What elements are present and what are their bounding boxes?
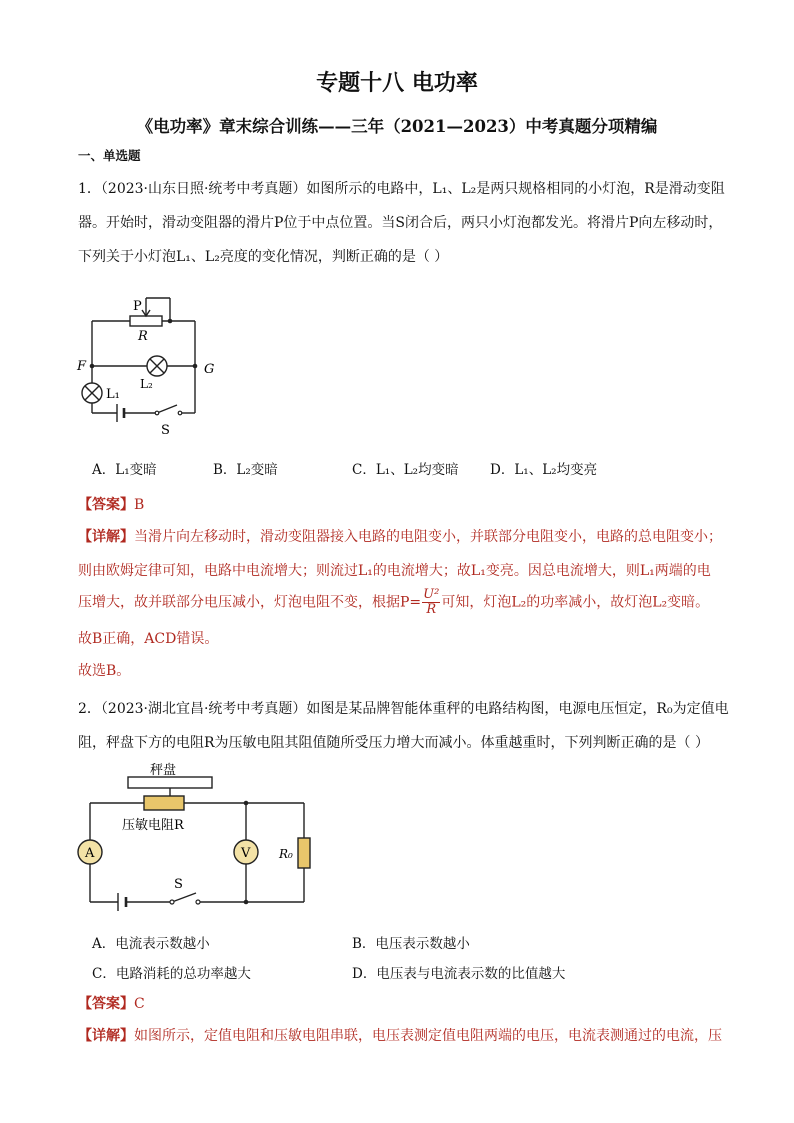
label-l1: L₁ [106,387,120,402]
q2-circuit-diagram [74,762,324,918]
label-g: G [204,362,215,377]
power-formula-fraction: $\frac{\text{U²}}{R}$ [423,587,440,617]
answer-value: C [134,996,145,1012]
q2-detail-line-1: 【详解】如图所示，定值电阻和压敏电阻串联，电压表测定值电阻两端的电压，电流表测通过的电流，压 [78,1028,722,1044]
q2-option-c[interactable]: C．电路消耗的总功率越大 [92,966,251,982]
scale-pan [128,777,212,788]
q1-option-d[interactable]: D．L₁、L₂均变亮 [490,462,598,478]
label-l2: L₂ [140,377,153,391]
q1-circuit-diagram [72,288,222,440]
label-r: R [138,329,148,344]
label-sensor: 压敏电阻R [122,818,184,833]
pressure-resistor [144,796,184,810]
lamp-l1 [82,383,102,403]
rheostat-body [130,316,162,326]
q2-option-a[interactable]: A．电流表示数越小 [92,936,210,952]
q1-option-b[interactable]: B．L₂变暗 [213,462,278,478]
label-pan: 秤盘 [150,763,177,778]
resistor-r0 [298,838,310,868]
answer-value: B [134,497,145,513]
q2-option-d[interactable]: D．电压表与电流表示数的比值越大 [352,966,566,982]
q1-stem-line-2: 器。开始时，滑动变阻器的滑片P位于中点位置。当S闭合后，两只小灯泡都发光。将滑片P向左移动时， [78,215,723,231]
q1-detail-line-4: 故B正确，ACD错误。 [78,631,219,647]
q1-stem-line-1: 1．（2023·山东日照·统考中考真题）如图所示的电路中，L₁、L₂是两只规格相同的小灯泡，R是滑动变阻 [78,181,725,197]
ammeter-label: A [85,846,95,861]
q1-answer [78,494,144,514]
q1-detail-line-5: 故选B。 [78,663,131,679]
answer-label: 【答案】 [78,996,134,1012]
switch-blade [157,405,177,413]
label-r0: R₀ [279,847,293,861]
detail-label: 【详解】 [78,529,134,545]
detail-label: 【详解】 [78,1028,134,1044]
answer-label: 【答案】 [78,497,134,513]
q1-detail-line-1: 【详解】当滑片向左移动时，滑动变阻器接入电路的电阻变小，并联部分电阻变小，电路的总电阻变小； [78,529,722,545]
q1-option-a[interactable]: A．L₁变暗 [92,462,157,478]
q1-detail-line-3: 压增大，故并联部分电压减小，灯泡电阻不变，根据P= $\frac{\text{U²}}{R}$ 可知，灯泡L₂的功率减小，故灯泡L₂变暗。 [78,587,710,617]
switch-blade [172,893,196,902]
label-s: S [161,423,170,438]
q1-detail-line-2: 则由欧姆定律可知，电路中电流增大；则流过L₁的电流增大；故L₁变亮。因总电流增大，则L₁两端的电 [78,563,711,579]
label-f: F [77,359,87,374]
label-s: S [174,877,183,892]
q2-stem-line-2: 阻，秤盘下方的电阻R为压敏电阻其阻值随所受压力增大而减小。体重越重时，下列判断正确的是（ ） [78,735,709,751]
q1-option-c[interactable]: C．L₁、L₂均变暗 [352,462,459,478]
voltmeter-label: V [241,846,251,861]
q1-stem-line-3: 下列关于小灯泡L₁、L₂亮度的变化情况，判断正确的是（ ） [78,249,449,265]
page-title: 专题十八 电功率 [316,70,478,96]
lamp-l2 [147,356,167,376]
label-p: P [133,299,142,314]
q2-stem-line-1: 2．（2023·湖北宜昌·统考中考真题）如图是某品牌智能体重秤的电路结构图，电源电压恒定，R₀为定值电 [78,701,729,717]
q2-option-b[interactable]: B．电压表示数越小 [352,936,470,952]
q2-answer [78,993,145,1013]
section-heading: 一、单选题 [78,148,141,163]
page-subtitle: 《电功率》章末综合训练——三年（2021—2023）中考真题分项精编 [136,117,658,136]
